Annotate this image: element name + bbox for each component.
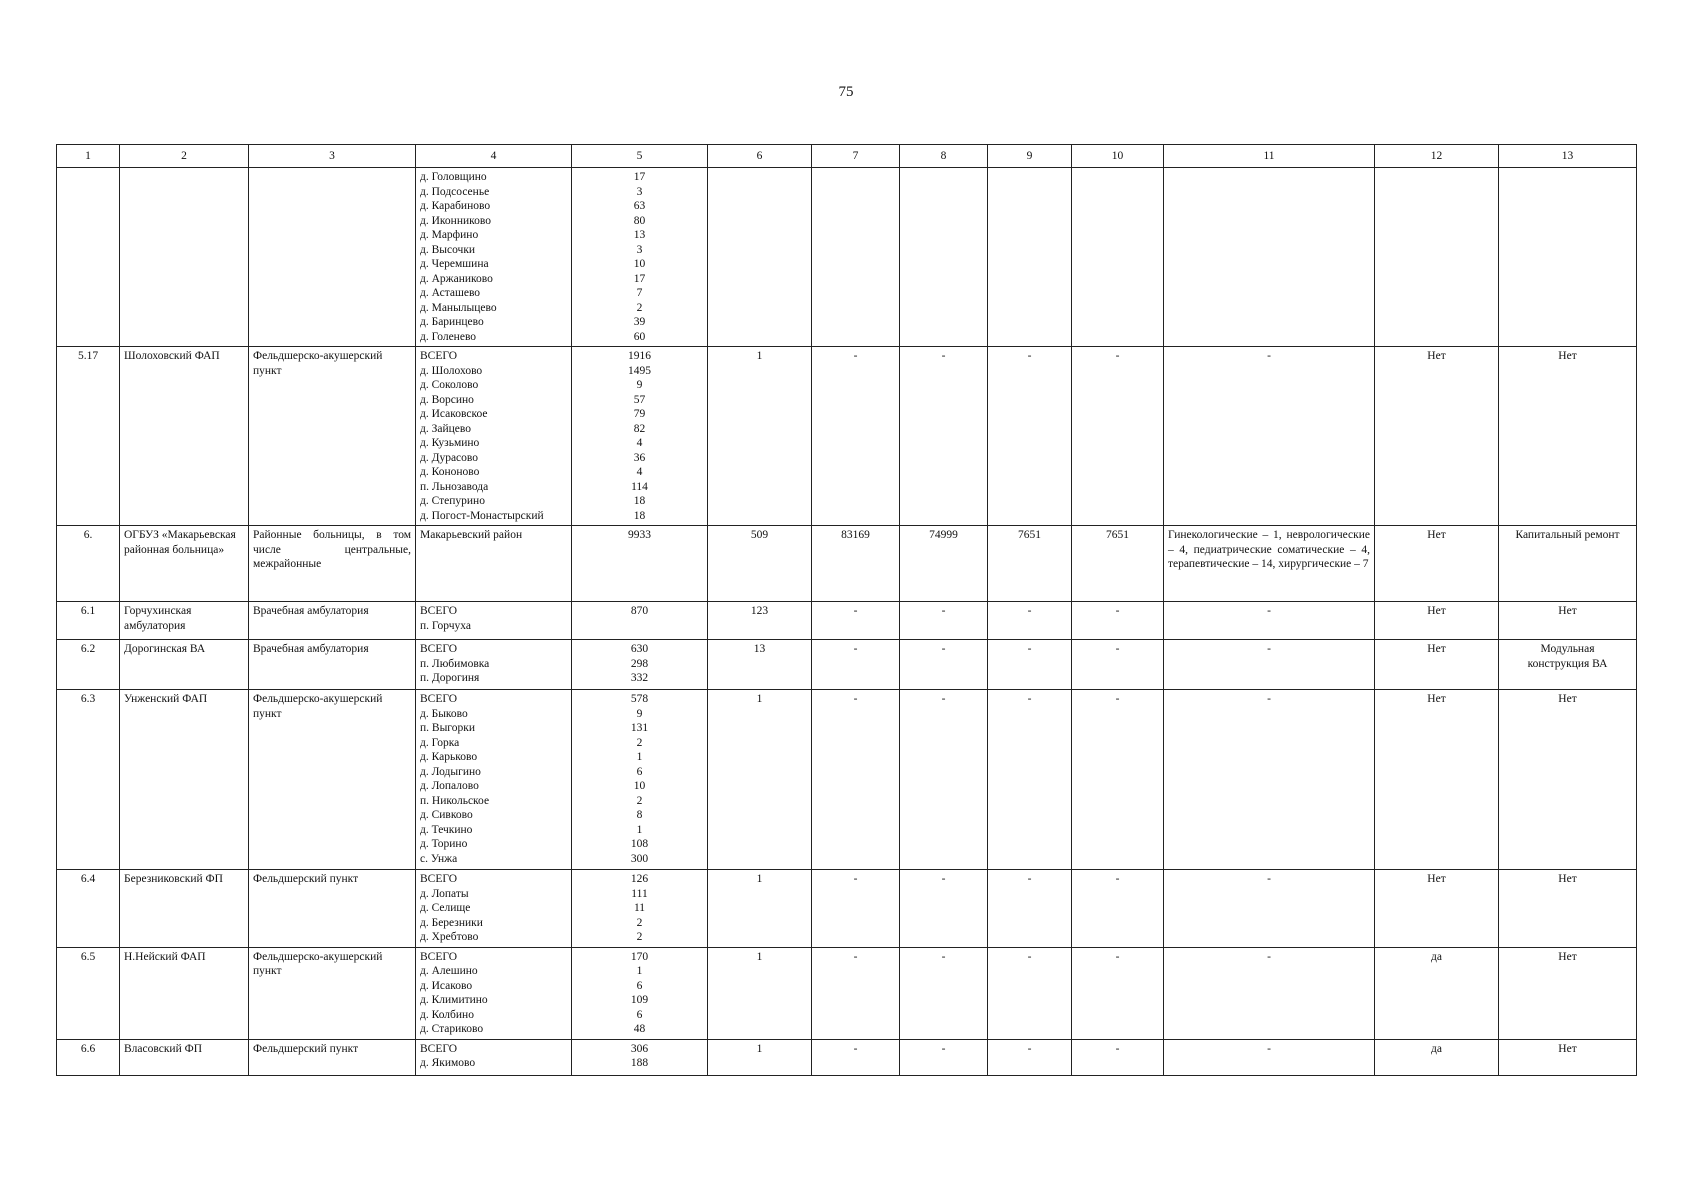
row-number: 6.6 xyxy=(57,1039,120,1075)
row-number: 6.5 xyxy=(57,947,120,1039)
settlement-name: д. Лопаты xyxy=(420,887,469,900)
cell-col-9: - xyxy=(988,870,1072,948)
cell-col-13 xyxy=(1499,526,1637,602)
cell-col-6: 509 xyxy=(708,526,812,602)
column-number: 11 xyxy=(1164,145,1375,168)
population-value: 9 xyxy=(636,707,643,720)
settlements-cell xyxy=(416,1039,572,1075)
table-row xyxy=(57,1039,1637,1075)
facility-type: Фельдшерский пункт xyxy=(249,1039,416,1075)
cell-col-7: - xyxy=(812,1039,900,1075)
settlement-name: д. Аржаниково xyxy=(420,272,493,285)
population-value: 11 xyxy=(633,902,646,914)
population-cell xyxy=(572,870,708,948)
settlements-cell xyxy=(416,870,572,948)
settlement-name: п. Дорогиня xyxy=(420,672,480,684)
settlement-name: д. Лодыгино xyxy=(420,765,481,778)
col-13-text: Нет xyxy=(1558,1042,1577,1055)
population-value: 9 xyxy=(636,379,643,391)
column-number: 6 xyxy=(708,145,812,168)
settlement-name: д. Селище xyxy=(420,902,471,914)
cell-col-7: - xyxy=(812,640,900,690)
table-row xyxy=(57,640,1637,690)
cell-col-7: - xyxy=(812,602,900,640)
cell-col-9: 7651 xyxy=(988,526,1072,602)
facility-type xyxy=(249,168,416,347)
facility-name: Горчухинская амбулатория xyxy=(120,602,249,640)
cell-col-13 xyxy=(1499,870,1637,948)
cell-col-7: - xyxy=(812,690,900,870)
cell-col-9 xyxy=(988,168,1072,347)
beds-profile-cell xyxy=(1164,690,1375,870)
facility-name: ОГБУЗ «Макарьевская районная больница» xyxy=(120,526,249,602)
population-value: 2 xyxy=(636,931,643,943)
population-value: 63 xyxy=(633,200,646,212)
cell-col-10: - xyxy=(1072,602,1164,640)
cell-col-8 xyxy=(900,168,988,347)
population-value: 10 xyxy=(633,258,646,270)
settlement-name: д. Стариково xyxy=(420,1023,484,1035)
cell-col-9: - xyxy=(988,1039,1072,1075)
settlement-name: д. Колбино xyxy=(420,1008,474,1021)
cell-col-6: 1 xyxy=(708,870,812,948)
beds-profile-cell xyxy=(1164,870,1375,948)
population-value: 131 xyxy=(630,722,649,734)
population-cell xyxy=(572,947,708,1039)
column-number: 3 xyxy=(249,145,416,168)
settlements-cell xyxy=(416,947,572,1039)
population-value: 111 xyxy=(631,887,648,900)
column-number: 13 xyxy=(1499,145,1637,168)
settlement-name: д. Марфино xyxy=(420,229,479,241)
cell-col-12 xyxy=(1375,168,1499,347)
population-value: 3 xyxy=(636,185,643,198)
population-value: 2 xyxy=(636,736,643,749)
population-cell xyxy=(572,526,708,602)
cell-col-6: 1 xyxy=(708,947,812,1039)
cell-col-8: - xyxy=(900,1039,988,1075)
population-value: 332 xyxy=(630,672,649,684)
population-value: 3 xyxy=(636,243,643,256)
population-value: 300 xyxy=(630,852,649,865)
cell-col-12: Нет xyxy=(1375,690,1499,870)
population-cell xyxy=(572,1039,708,1075)
population-value: 36 xyxy=(633,451,646,464)
settlement-name: Макарьевский район xyxy=(420,529,523,541)
facility-name: Власовский ФП xyxy=(120,1039,249,1075)
population-value: 6 xyxy=(636,979,643,992)
column-number: 8 xyxy=(900,145,988,168)
settlement-name: ВСЕГО xyxy=(420,643,458,655)
beds-profile-text: - xyxy=(1267,1042,1271,1055)
cell-col-10: - xyxy=(1072,640,1164,690)
column-number-row xyxy=(57,145,1637,168)
settlement-name: д. Шолохово xyxy=(420,364,483,377)
settlement-name: д. Быково xyxy=(420,707,468,720)
cell-col-12: Нет xyxy=(1375,870,1499,948)
settlement-name: п. Любимовка xyxy=(420,657,490,670)
beds-profile-text: Гинекологические – 1, неврологические – 4, педиатрические соматические – 4, терапевтические – 14, хирургические – 7 xyxy=(1168,529,1370,570)
beds-profile-cell xyxy=(1164,947,1375,1039)
cell-col-8: 74999 xyxy=(900,526,988,602)
facility-name xyxy=(120,168,249,347)
settlement-name: ВСЕГО xyxy=(420,605,458,617)
cell-col-7: - xyxy=(812,870,900,948)
col-13-text: Модульная xyxy=(1540,643,1595,655)
settlement-name: д. Погост-Монастырский xyxy=(420,509,544,522)
population-cell xyxy=(572,168,708,347)
cell-col-13 xyxy=(1499,347,1637,526)
cell-col-10: - xyxy=(1072,690,1164,870)
population-value: 1 xyxy=(636,751,643,763)
population-value: 578 xyxy=(630,693,649,705)
column-number: 9 xyxy=(988,145,1072,168)
settlement-name: д. Соколово xyxy=(420,379,479,391)
col-13-text: конструкция ВА xyxy=(1527,657,1608,670)
settlement-name: д. Хребтово xyxy=(420,931,479,943)
settlement-name: д. Дурасово xyxy=(420,451,479,464)
settlement-name: д. Степурино xyxy=(420,495,485,507)
cell-col-7 xyxy=(812,168,900,347)
cell-col-6: 1 xyxy=(708,347,812,526)
population-value: 2 xyxy=(636,301,643,314)
facility-type: Фельдшерско-акушерский пункт xyxy=(249,690,416,870)
population-value: 1916 xyxy=(628,350,651,362)
population-value: 9933 xyxy=(628,529,651,541)
cell-col-13 xyxy=(1499,168,1637,347)
cell-col-13 xyxy=(1499,640,1637,690)
table-row xyxy=(57,526,1637,602)
facility-type: Районные больницы, в том числе центральные, межрайонные xyxy=(249,526,416,602)
column-number: 5 xyxy=(572,145,708,168)
beds-profile-text: - xyxy=(1267,605,1271,617)
population-value: 18 xyxy=(633,495,646,507)
population-cell xyxy=(572,347,708,526)
col-13-text: Нет xyxy=(1558,873,1577,885)
cell-col-8: - xyxy=(900,640,988,690)
beds-profile-cell xyxy=(1164,347,1375,526)
settlement-name: п. Горчуха xyxy=(420,619,471,632)
population-value: 7 xyxy=(636,287,643,299)
cell-col-9: - xyxy=(988,602,1072,640)
settlement-name: д. Высочки xyxy=(420,243,476,256)
settlements-cell xyxy=(416,347,572,526)
cell-col-10 xyxy=(1072,168,1164,347)
cell-col-6: 1 xyxy=(708,690,812,870)
facility-type: Врачебная амбулатория xyxy=(249,602,416,640)
population-value: 126 xyxy=(630,873,649,885)
settlement-name: д. Исаковское xyxy=(420,408,488,420)
cell-col-10: - xyxy=(1072,1039,1164,1075)
settlement-name: д. Торино xyxy=(420,838,468,850)
beds-profile-text: - xyxy=(1267,950,1271,963)
col-13-text: Нет xyxy=(1558,605,1577,617)
population-value: 79 xyxy=(633,408,646,420)
population-value: 109 xyxy=(630,994,649,1006)
table-row xyxy=(57,870,1637,948)
cell-col-13 xyxy=(1499,947,1637,1039)
facility-type: Врачебная амбулатория xyxy=(249,640,416,690)
cell-col-8: - xyxy=(900,602,988,640)
cell-col-6 xyxy=(708,168,812,347)
population-cell xyxy=(572,602,708,640)
population-cell xyxy=(572,690,708,870)
settlements-cell xyxy=(416,640,572,690)
population-value: 114 xyxy=(631,480,648,493)
facility-type: Фельдшерский пункт xyxy=(249,870,416,948)
settlement-name: п. Никольское xyxy=(420,794,490,807)
cell-col-7: - xyxy=(812,347,900,526)
settlement-name: д. Головщино xyxy=(420,171,487,183)
settlement-name: д. Сивково xyxy=(420,809,473,821)
table-row xyxy=(57,602,1637,640)
cell-col-13 xyxy=(1499,1039,1637,1075)
population-value: 48 xyxy=(633,1023,646,1035)
cell-col-12: Нет xyxy=(1375,602,1499,640)
cell-col-10: - xyxy=(1072,347,1164,526)
cell-col-7: 83169 xyxy=(812,526,900,602)
cell-col-9: - xyxy=(988,690,1072,870)
row-number xyxy=(57,168,120,347)
settlement-name: ВСЕГО xyxy=(420,693,458,705)
facilities-table xyxy=(56,144,1637,1076)
settlement-name: д. Карабиново xyxy=(420,200,491,212)
settlement-name: д. Ворсино xyxy=(420,393,474,406)
population-value: 1495 xyxy=(628,364,651,377)
population-value: 57 xyxy=(633,393,646,406)
facility-name: Н.Нейский ФАП xyxy=(120,947,249,1039)
population-value: 60 xyxy=(633,330,646,343)
col-13-text: Капитальный ремонт xyxy=(1515,529,1620,541)
settlement-name: д. Черемшина xyxy=(420,258,489,270)
cell-col-12: да xyxy=(1375,947,1499,1039)
col-13-text: Нет xyxy=(1558,693,1577,705)
settlement-name: д. Якимово xyxy=(420,1057,476,1069)
facility-name: Унженский ФАП xyxy=(120,690,249,870)
settlement-name: ВСЕГО xyxy=(420,950,458,963)
cell-col-12: Нет xyxy=(1375,526,1499,602)
page-number: 75 xyxy=(838,84,854,100)
cell-col-10: 7651 xyxy=(1072,526,1164,602)
settlements-cell xyxy=(416,690,572,870)
cell-col-12: Нет xyxy=(1375,640,1499,690)
population-value: 870 xyxy=(630,605,649,617)
settlement-name: д. Голенево xyxy=(420,330,477,343)
cell-col-10: - xyxy=(1072,870,1164,948)
population-value: 188 xyxy=(630,1057,649,1069)
facility-name: Дорогинская ВА xyxy=(120,640,249,690)
row-number: 6. xyxy=(57,526,120,602)
row-number: 5.17 xyxy=(57,347,120,526)
col-13-text: Нет xyxy=(1558,950,1577,963)
cell-col-6: 13 xyxy=(708,640,812,690)
table-row xyxy=(57,168,1637,347)
cell-col-10: - xyxy=(1072,947,1164,1039)
population-value: 2 xyxy=(636,916,643,929)
cell-col-7: - xyxy=(812,947,900,1039)
cell-col-9: - xyxy=(988,640,1072,690)
beds-profile-text: - xyxy=(1267,643,1271,655)
population-value: 170 xyxy=(630,950,649,963)
facility-type: Фельдшерско-акушерский пункт xyxy=(249,347,416,526)
cell-col-8: - xyxy=(900,870,988,948)
column-number: 4 xyxy=(416,145,572,168)
population-value: 630 xyxy=(630,643,649,655)
settlement-name: ВСЕГО xyxy=(420,350,458,362)
beds-profile-text: - xyxy=(1267,873,1271,885)
settlement-name: ВСЕГО xyxy=(420,1042,458,1055)
settlement-name: д. Лопалово xyxy=(420,780,479,792)
col-13-text: Нет xyxy=(1558,350,1577,362)
cell-col-6: 1 xyxy=(708,1039,812,1075)
settlement-name: д. Асташево xyxy=(420,287,481,299)
table-row xyxy=(57,347,1637,526)
settlement-name: д. Манылыцево xyxy=(420,301,497,314)
column-number: 10 xyxy=(1072,145,1164,168)
beds-profile-cell xyxy=(1164,526,1375,602)
cell-col-13 xyxy=(1499,690,1637,870)
settlement-name: д. Кузьмино xyxy=(420,437,480,449)
row-number: 6.4 xyxy=(57,870,120,948)
settlements-cell xyxy=(416,526,572,602)
facility-type: Фельдшерско-акушерский пункт xyxy=(249,947,416,1039)
cell-col-9: - xyxy=(988,947,1072,1039)
settlements-cell xyxy=(416,168,572,347)
cell-col-8: - xyxy=(900,947,988,1039)
population-value: 306 xyxy=(630,1042,649,1055)
population-value: 80 xyxy=(633,214,646,227)
beds-profile-cell xyxy=(1164,168,1375,347)
population-value: 8 xyxy=(636,809,643,821)
settlement-name: д. Исаково xyxy=(420,979,473,992)
settlements-cell xyxy=(416,602,572,640)
settlement-name: д. Карьково xyxy=(420,751,478,763)
population-value: 18 xyxy=(633,509,646,522)
settlement-name: д. Алешино xyxy=(420,965,478,977)
settlement-name: с. Унжа xyxy=(420,852,458,865)
population-cell xyxy=(572,640,708,690)
settlement-name: п. Выгорки xyxy=(420,722,475,734)
facility-name: Шолоховский ФАП xyxy=(120,347,249,526)
population-value: 2 xyxy=(636,794,643,807)
cell-col-8: - xyxy=(900,690,988,870)
settlement-name: д. Зайцево xyxy=(420,422,471,435)
beds-profile-text: - xyxy=(1267,693,1271,705)
beds-profile-cell xyxy=(1164,640,1375,690)
settlement-name: д. Горка xyxy=(420,736,460,749)
cell-col-12: да xyxy=(1375,1039,1499,1075)
beds-profile-text: - xyxy=(1267,350,1271,362)
settlement-name: п. Льнозавода xyxy=(420,480,489,493)
population-value: 17 xyxy=(633,272,646,285)
cell-col-6: 123 xyxy=(708,602,812,640)
settlement-name: д. Подсосенье xyxy=(420,185,490,198)
table-row xyxy=(57,690,1637,870)
column-number: 1 xyxy=(57,145,120,168)
table-row xyxy=(57,947,1637,1039)
settlement-name: д. Климитино xyxy=(420,994,488,1006)
beds-profile-cell xyxy=(1164,602,1375,640)
population-value: 6 xyxy=(636,1008,643,1021)
column-number: 12 xyxy=(1375,145,1499,168)
population-value: 10 xyxy=(633,780,646,792)
row-number: 6.2 xyxy=(57,640,120,690)
beds-profile-cell xyxy=(1164,1039,1375,1075)
population-value: 4 xyxy=(636,466,643,478)
settlement-name: ВСЕГО xyxy=(420,873,458,885)
population-value: 17 xyxy=(633,171,646,183)
facility-name: Березниковский ФП xyxy=(120,870,249,948)
cell-col-8: - xyxy=(900,347,988,526)
column-number: 2 xyxy=(120,145,249,168)
population-value: 298 xyxy=(630,657,649,670)
population-value: 108 xyxy=(630,838,649,850)
cell-col-13 xyxy=(1499,602,1637,640)
population-value: 4 xyxy=(636,437,643,449)
cell-col-12: Нет xyxy=(1375,347,1499,526)
row-number: 6.1 xyxy=(57,602,120,640)
population-value: 1 xyxy=(636,823,643,836)
row-number: 6.3 xyxy=(57,690,120,870)
population-value: 1 xyxy=(636,965,643,977)
population-value: 13 xyxy=(633,229,646,241)
cell-col-9: - xyxy=(988,347,1072,526)
settlement-name: д. Кононово xyxy=(420,466,480,478)
population-value: 82 xyxy=(633,422,646,435)
settlement-name: д. Иконниково xyxy=(420,214,491,227)
column-number: 7 xyxy=(812,145,900,168)
settlement-name: д. Березники xyxy=(420,916,483,929)
settlement-name: д. Течкино xyxy=(420,823,473,836)
population-value: 39 xyxy=(633,316,646,328)
population-value: 6 xyxy=(636,765,643,778)
settlement-name: д. Баринцево xyxy=(420,316,484,328)
